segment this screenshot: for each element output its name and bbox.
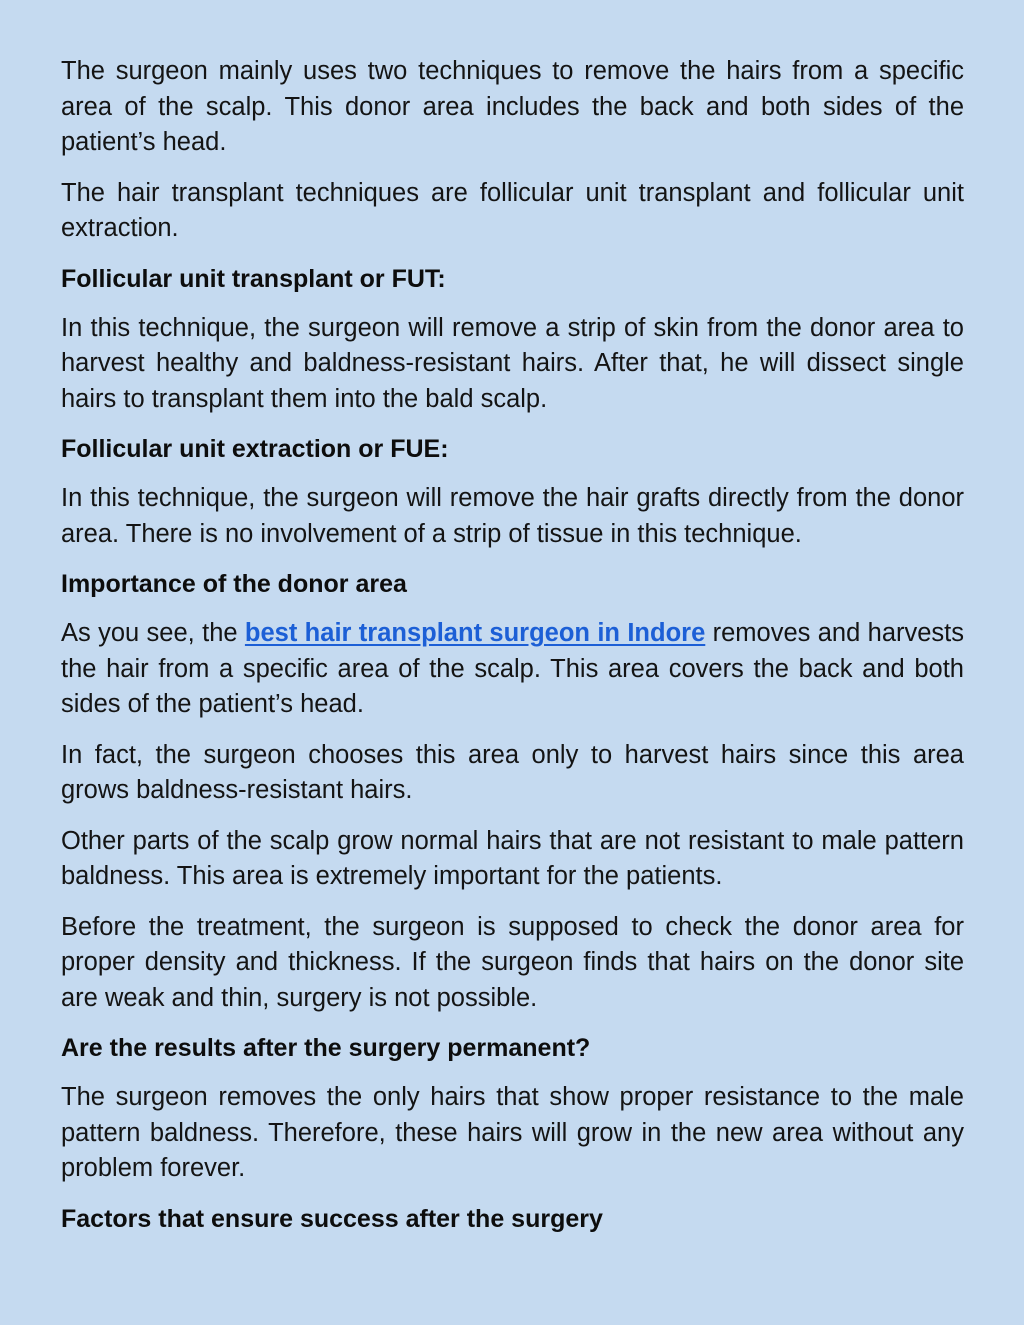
importance-text-before: As you see, the — [61, 619, 245, 647]
techniques-paragraph: The hair transplant techniques are follicular unit transplant and follicular unit extraction. — [61, 178, 964, 242]
importance-paragraph — [61, 616, 964, 723]
intro-paragraph: The surgeon mainly uses two techniques to remove the hairs from a specific area of the scalp. This donor area includes the back and both sides of the patient’s head. — [61, 57, 964, 156]
before-treatment-paragraph: Before the treatment, the surgeon is supposed to check the donor area for proper density and thickness. If the surgeon finds that hairs on the donor site are weak and thin, surgery is not possible. — [61, 912, 964, 1012]
fue-heading: Follicular unit extraction or FUE: — [61, 435, 449, 463]
other-parts-paragraph: Other parts of the scalp grow normal hairs that are not resistant to male pattern baldness. This area is extremely important for the patients. — [61, 826, 964, 890]
fact-paragraph: In fact, the surgeon chooses this area only to harvest hairs since this area grows baldness-resistant hairs. — [61, 740, 964, 804]
importance-text-after: removes and harvests the hair from a specific area of the scalp. This area covers the back and both sides of the patient’s head. — [61, 619, 965, 718]
surgeon-link[interactable]: best hair transplant surgeon in Indore — [244, 619, 706, 647]
permanent-heading: Are the results after the surgery permanent? — [61, 1034, 591, 1062]
factors-heading: Factors that ensure success after the surgery — [61, 1204, 603, 1233]
fue-paragraph: In this technique, the surgeon will remove the hair grafts directly from the donor area. There is no involvement of a strip of tissue in this technique. — [61, 484, 964, 548]
fut-heading: Follicular unit transplant or FUT: — [61, 264, 446, 293]
document-page — [61, 54, 964, 1251]
importance-heading: Importance of the donor area — [61, 570, 407, 598]
fut-paragraph: In this technique, the surgeon will remove a strip of skin from the donor area to harvest healthy and baldness-resistant hairs. After that, he will dissect single hairs to transplant them into the bald scalp. — [61, 313, 964, 413]
permanent-paragraph: The surgeon removes the only hairs that show proper resistance to the male pattern baldness. Therefore, these hairs will grow in the new area without any problem forever. — [61, 1083, 964, 1182]
